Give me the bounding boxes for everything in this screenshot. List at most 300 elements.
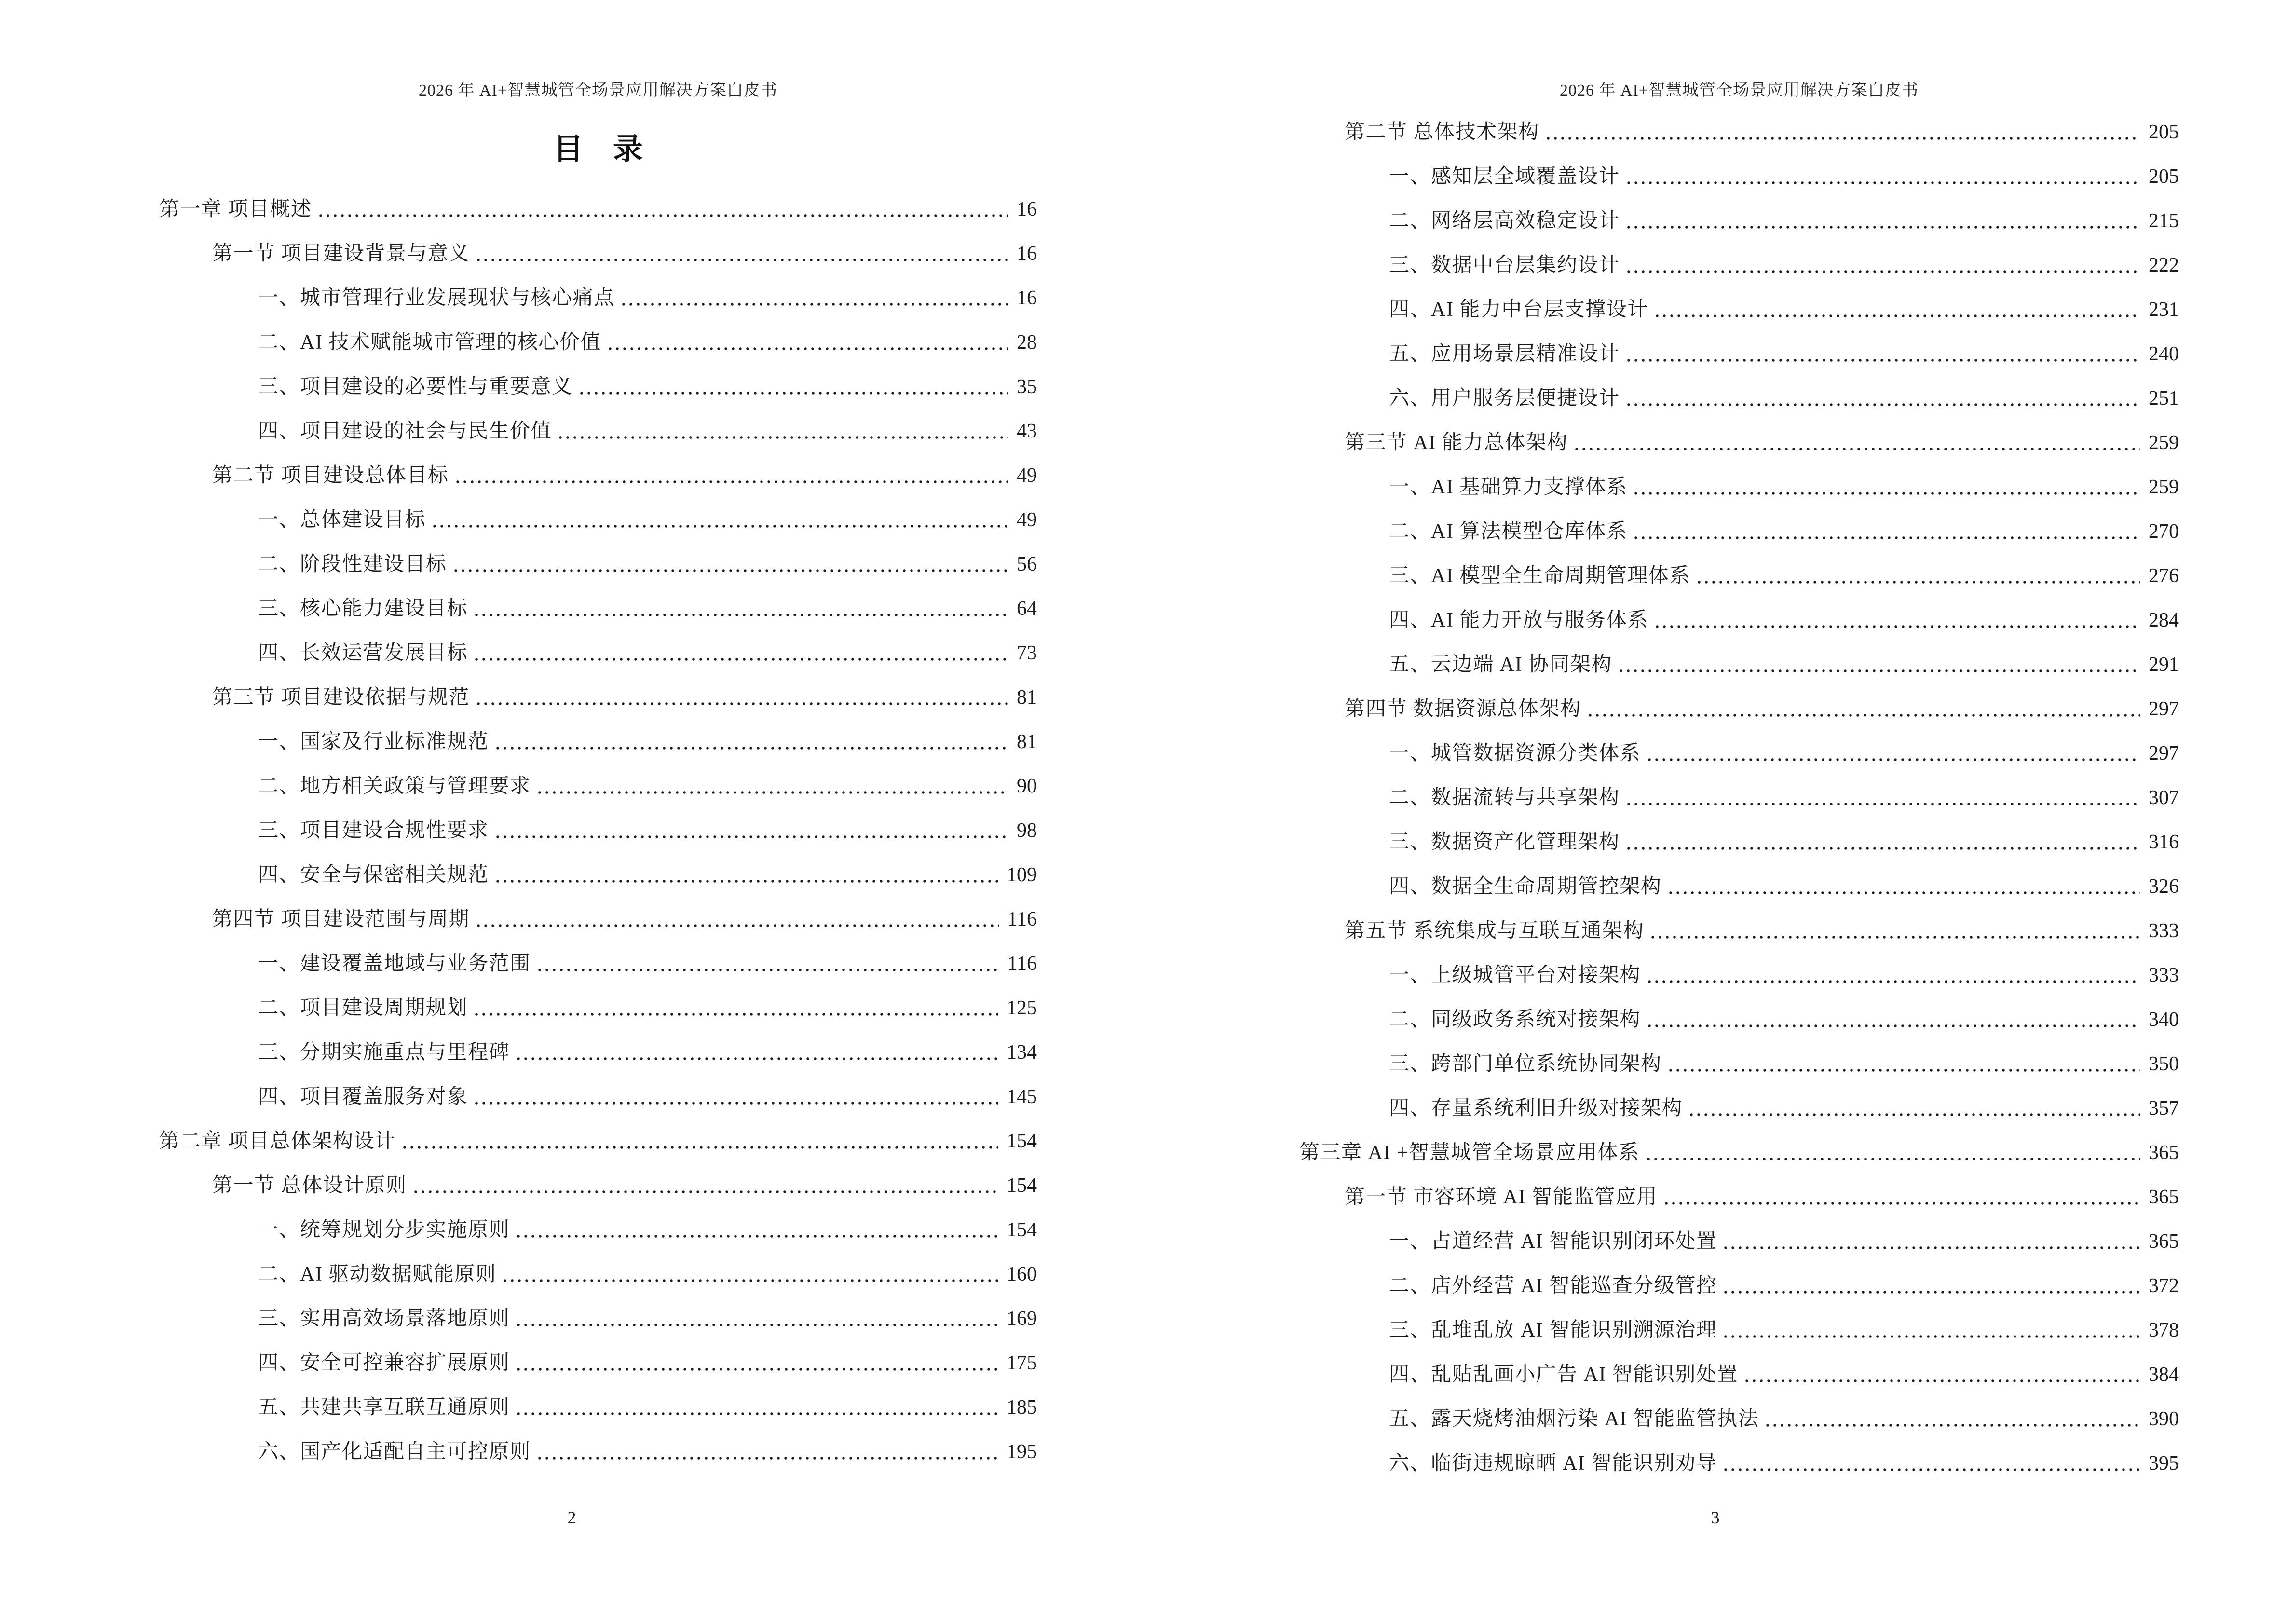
dot-leader: [1683, 1095, 2144, 1122]
toc-entry-title: 三、跨部门单位系统协同架构: [1389, 1053, 1662, 1075]
toc-entry-page-number: 307: [2149, 787, 2179, 809]
toc-entry-page-number: 154: [1007, 1130, 1037, 1152]
toc-entry-page-number: 28: [1017, 331, 1037, 354]
toc-entry-page-number: 35: [1017, 376, 1037, 398]
dot-leader: [407, 1172, 1002, 1199]
toc-entry-title: 二、数据流转与共享架构: [1389, 787, 1620, 809]
toc-entry-page-number: 270: [2149, 520, 2179, 543]
dot-leader: [1644, 917, 2144, 944]
toc-entry-page-number: 98: [1017, 819, 1037, 842]
toc-entry-line: [1389, 1095, 2179, 1122]
toc-entry: [1299, 119, 2179, 163]
toc-entry-page-number: 350: [2149, 1053, 2179, 1075]
toc-entry-title: 四、长效运营发展目标: [258, 642, 468, 664]
toc-entry-line: [258, 1438, 1037, 1465]
dot-leader: [489, 817, 1012, 844]
toc-entry-title: 三、项目建设的必要性与重要意义: [258, 376, 573, 398]
toc-entry-page-number: 357: [2149, 1097, 2179, 1119]
toc-entry: [159, 728, 1037, 773]
toc-entry-title: 一、总体建设目标: [258, 509, 426, 531]
toc-entry: [1299, 1450, 2179, 1494]
toc-entry: [159, 1305, 1037, 1350]
toc-entry-title: 二、AI 驱动数据赋能原则: [258, 1263, 497, 1285]
toc-entry-line: [258, 640, 1037, 667]
dot-leader: [1539, 119, 2144, 146]
toc-entry-line: [258, 950, 1037, 977]
toc-entry-page-number: 215: [2149, 210, 2179, 232]
dot-leader: [489, 728, 1012, 755]
dot-leader: [1620, 784, 2144, 811]
toc-entry-page-number: 16: [1017, 198, 1037, 220]
toc-entry-line: [1389, 1361, 2179, 1388]
toc-entry-page-number: 73: [1017, 642, 1037, 664]
toc-entry-line: [1389, 784, 2179, 811]
toc-entry-title: 二、网络层高效稳定设计: [1389, 210, 1620, 232]
toc-entry-page-number: 333: [2149, 964, 2179, 986]
dot-leader: [615, 285, 1012, 312]
toc-entry: [1299, 607, 2179, 651]
dot-leader: [312, 196, 1012, 223]
toc-entry-line: [1389, 1406, 2179, 1433]
toc-entry-title: 第二节 项目建设总体目标: [212, 464, 449, 487]
toc-entry: [1299, 873, 2179, 917]
toc-entry: [1299, 1184, 2179, 1228]
dot-leader: [1662, 873, 2144, 900]
toc-entry: [1299, 385, 2179, 429]
toc-entry-line: [1299, 1139, 2179, 1166]
toc-entry: [1299, 1051, 2179, 1095]
toc-entry-page-number: 284: [2149, 609, 2179, 631]
toc-entry-line: [1389, 252, 2179, 279]
dot-leader: [468, 995, 1002, 1022]
dot-leader: [510, 1350, 1002, 1377]
toc-entry: [1299, 917, 2179, 962]
toc-entry-line: [1345, 1184, 2179, 1211]
toc-entry: [159, 861, 1037, 906]
toc-entry-title: 一、城管数据资源分类体系: [1389, 742, 1641, 764]
toc-entry-page-number: 43: [1017, 420, 1037, 442]
toc-entry-page-number: 81: [1017, 686, 1037, 709]
toc-entry: [1299, 962, 2179, 1006]
toc-title: 目 录: [553, 133, 643, 166]
toc-entry: [1299, 474, 2179, 518]
toc-entry-title: 四、乱贴乱画小广告 AI 智能识别处置: [1389, 1364, 1738, 1386]
toc-entry: [159, 773, 1037, 817]
toc-entry-page-number: 316: [2149, 831, 2179, 853]
toc-entry-page-number: 390: [2149, 1408, 2179, 1430]
toc-entry: [159, 595, 1037, 640]
toc-entry-page-number: 326: [2149, 875, 2179, 898]
toc-entry-page-number: 154: [1007, 1219, 1037, 1241]
dot-leader: [470, 684, 1012, 711]
toc-entry-line: [258, 995, 1037, 1022]
toc-entry-line: [1389, 474, 2179, 501]
toc-entry-title: 三、AI 模型全生命周期管理体系: [1389, 565, 1690, 587]
toc-entry-page-number: 395: [2149, 1452, 2179, 1474]
toc-entry-line: [212, 462, 1037, 489]
dot-leader: [531, 950, 1003, 977]
dot-leader: [1620, 207, 2144, 234]
toc-entry-title: 五、共建共享互联互通原则: [258, 1396, 510, 1419]
toc-entry-title: 六、国产化适配自主可控原则: [258, 1441, 531, 1463]
toc-entry-title: 三、数据中台层集约设计: [1389, 254, 1620, 276]
toc-entry-title: 三、核心能力建设目标: [258, 598, 468, 620]
dot-leader: [449, 462, 1012, 489]
toc-entry-line: [1389, 1228, 2179, 1255]
toc-entry: [159, 285, 1037, 329]
toc-entry: [1299, 1361, 2179, 1406]
toc-entry: [1299, 207, 2179, 252]
toc-entry: [1299, 429, 2179, 474]
toc-entry-line: [1389, 651, 2179, 678]
page-number-footer-right: 3: [1711, 1508, 1720, 1527]
toc-entry-line: [258, 773, 1037, 800]
toc-entry-title: 第四节 项目建设范围与周期: [212, 908, 470, 930]
toc-entry-page-number: 154: [1007, 1174, 1037, 1197]
dot-leader: [510, 1305, 1002, 1332]
dot-leader: [1648, 607, 2144, 634]
toc-entry-page-number: 251: [2149, 387, 2179, 409]
toc-entry-title: 六、用户服务层便捷设计: [1389, 387, 1620, 409]
toc-entry-page-number: 49: [1017, 464, 1037, 487]
toc-entry: [159, 1261, 1037, 1305]
toc-entry-title: 三、项目建设合规性要求: [258, 819, 489, 842]
toc-entry-page-number: 16: [1017, 287, 1037, 309]
toc-entry-line: [258, 728, 1037, 755]
toc-entry-title: 第三章 AI +智慧城管全场景应用体系: [1299, 1142, 1640, 1164]
toc-entry-title: 第五节 系统集成与互联互通架构: [1345, 920, 1645, 942]
page-header: 2026 年 AI+智慧城管全场景应用解决方案白皮书: [418, 82, 778, 99]
toc-entry-title: 四、安全可控兼容扩展原则: [258, 1352, 510, 1374]
dot-leader: [531, 773, 1012, 800]
toc-entry-title: 四、项目建设的社会与民生价值: [258, 420, 552, 442]
toc-entry-page-number: 205: [2149, 165, 2179, 188]
toc-entry-title: 三、实用高效场景落地原则: [258, 1308, 510, 1330]
toc-entry-title: 二、同级政务系统对接架构: [1389, 1009, 1641, 1031]
toc-entry-title: 一、AI 基础算力支撑体系: [1389, 476, 1628, 498]
toc-entry-page-number: 160: [1007, 1263, 1037, 1285]
toc-entry-line: [1389, 1272, 2179, 1299]
toc-entry: [159, 995, 1037, 1039]
toc-entry-page-number: 116: [1007, 953, 1037, 975]
toc-entry: [1299, 518, 2179, 562]
toc-entry-title: 六、临街违规晾晒 AI 智能识别劝导: [1389, 1452, 1717, 1474]
toc-entry-line: [1389, 562, 2179, 589]
toc-entry-page-number: 340: [2149, 1009, 2179, 1031]
toc-entry-page-number: 259: [2149, 476, 2179, 498]
toc-entry-line: [1389, 1006, 2179, 1033]
toc-entry-page-number: 291: [2149, 654, 2179, 676]
toc-entry: [1299, 1272, 2179, 1317]
toc-entry: [159, 1216, 1037, 1261]
toc-entry-title: 二、AI 技术赋能城市管理的核心价值: [258, 331, 601, 354]
toc-entry-line: [258, 1305, 1037, 1332]
toc-entry-page-number: 109: [1007, 864, 1037, 886]
toc-entry-line: [1345, 429, 2179, 456]
toc-entry-title: 二、项目建设周期规划: [258, 997, 468, 1019]
dot-leader: [1759, 1406, 2144, 1433]
toc-entry-title: 三、乱堆乱放 AI 智能识别溯源治理: [1389, 1319, 1717, 1341]
toc-entry: [159, 506, 1037, 551]
toc-entry-title: 五、云边端 AI 协同架构: [1389, 654, 1612, 676]
toc-entry-title: 第一节 总体设计原则: [212, 1174, 407, 1197]
dot-leader: [468, 595, 1012, 622]
dot-leader: [1641, 962, 2144, 989]
dot-leader: [552, 418, 1012, 445]
toc-entry: [159, 1039, 1037, 1083]
dot-leader: [468, 640, 1012, 667]
toc-entry-page-number: 195: [1007, 1441, 1037, 1463]
toc-entry-line: [258, 1261, 1037, 1288]
toc-entry-title: 四、AI 能力中台层支撑设计: [1389, 299, 1648, 321]
toc-entry-page-number: 125: [1007, 997, 1037, 1019]
dot-leader: [531, 1438, 1002, 1465]
toc-entry-title: 三、分期实施重点与里程碑: [258, 1041, 510, 1064]
toc-entry-line: [1389, 163, 2179, 190]
toc-entry-line: [258, 285, 1037, 312]
toc-entry-page-number: 297: [2149, 742, 2179, 764]
toc-entry-page-number: 222: [2149, 254, 2179, 276]
toc-entry-title: 四、AI 能力开放与服务体系: [1389, 609, 1648, 631]
dot-leader: [396, 1128, 1002, 1155]
toc-entry-title: 二、阶段性建设目标: [258, 553, 447, 575]
toc-entry-page-number: 145: [1007, 1086, 1037, 1108]
dot-leader: [1662, 1051, 2144, 1078]
dot-leader: [601, 329, 1012, 356]
dot-leader: [470, 906, 1003, 933]
toc-entry-title: 一、建设覆盖地域与业务范围: [258, 953, 531, 975]
dot-leader: [489, 861, 1002, 888]
toc-entry: [1299, 784, 2179, 829]
toc-entries-right: [1299, 119, 2179, 1494]
toc-entry-page-number: 333: [2149, 920, 2179, 942]
dot-leader: [470, 240, 1012, 267]
toc-entry: [159, 1172, 1037, 1216]
toc-entry-page-number: 365: [2149, 1230, 2179, 1253]
dot-leader: [468, 1083, 1002, 1110]
toc-entry-line: [258, 373, 1037, 400]
toc-entry: [1299, 1317, 2179, 1361]
toc-entry-line: [1389, 385, 2179, 412]
toc-entry-line: [1389, 829, 2179, 856]
toc-entry-line: [1389, 1051, 2179, 1078]
toc-entry: [159, 1128, 1037, 1172]
toc-entry-line: [1389, 873, 2179, 900]
toc-entry: [159, 551, 1037, 595]
toc-entry-page-number: 56: [1017, 553, 1037, 575]
toc-entry-page-number: 240: [2149, 343, 2179, 365]
toc-entry: [1299, 740, 2179, 784]
dot-leader: [1717, 1228, 2144, 1255]
toc-entry-title: 四、存量系统利旧升级对接架构: [1389, 1097, 1683, 1119]
toc-entry: [1299, 1095, 2179, 1139]
toc-entry-page-number: 116: [1007, 908, 1037, 930]
toc-entry: [159, 684, 1037, 728]
toc-entry-page-number: 185: [1007, 1396, 1037, 1419]
toc-entry-line: [258, 817, 1037, 844]
toc-entry-line: [258, 861, 1037, 888]
toc-entry: [1299, 1228, 2179, 1272]
page-number-footer-left: 2: [567, 1508, 576, 1527]
toc-entry-line: [212, 240, 1037, 267]
toc-entry-line: [1389, 341, 2179, 368]
toc-entry-line: [1389, 607, 2179, 634]
toc-entry-line: [258, 1216, 1037, 1243]
toc-entry-line: [258, 506, 1037, 533]
dot-leader: [1648, 296, 2144, 323]
toc-entry-line: [258, 551, 1037, 578]
toc-entry-title: 第三节 AI 能力总体架构: [1345, 432, 1568, 454]
toc-entry-title: 一、国家及行业标准规范: [258, 731, 489, 753]
dot-leader: [1640, 1139, 2144, 1166]
toc-entry-title: 一、占道经营 AI 智能识别闭环处置: [1389, 1230, 1717, 1253]
toc-entry-page-number: 365: [2149, 1186, 2179, 1208]
toc-entry-page-number: 64: [1017, 598, 1037, 620]
dot-leader: [1620, 163, 2144, 190]
toc-entry-line: [1389, 740, 2179, 767]
toc-entry: [159, 1350, 1037, 1394]
toc-entry-title: 第一节 市容环境 AI 智能监管应用: [1345, 1186, 1658, 1208]
toc-entry-line: [1389, 518, 2179, 545]
toc-entry: [159, 906, 1037, 950]
toc-entry-title: 第一节 项目建设背景与意义: [212, 243, 470, 265]
toc-entry-line: [212, 906, 1037, 933]
toc-entry: [1299, 1139, 2179, 1184]
dot-leader: [1717, 1317, 2144, 1344]
toc-entry-page-number: 297: [2149, 698, 2179, 720]
toc-entry-line: [1389, 296, 2179, 323]
dot-leader: [1627, 474, 2144, 501]
toc-entry-line: [258, 1350, 1037, 1377]
toc-entry-line: [212, 684, 1037, 711]
dot-leader: [510, 1216, 1002, 1243]
dot-leader: [1568, 429, 2144, 456]
toc-entry-line: [159, 196, 1037, 223]
toc-entry-page-number: 16: [1017, 243, 1037, 265]
toc-entry-line: [258, 1083, 1037, 1110]
toc-entry-title: 第二节 总体技术架构: [1345, 121, 1539, 143]
toc-entry-line: [258, 418, 1037, 445]
toc-entry-title: 第四节 数据资源总体架构: [1345, 698, 1581, 720]
toc-entry-page-number: 81: [1017, 731, 1037, 753]
toc-entry-page-number: 205: [2149, 121, 2179, 143]
toc-entry: [159, 640, 1037, 684]
dot-leader: [573, 373, 1012, 400]
toc-entry-title: 一、上级城管平台对接架构: [1389, 964, 1641, 986]
toc-entry-line: [159, 1128, 1037, 1155]
toc-entry-page-number: 276: [2149, 565, 2179, 587]
toc-entry: [1299, 829, 2179, 873]
toc-entry-title: 第一章 项目概述: [159, 198, 312, 220]
toc-entry-line: [1345, 119, 2179, 146]
page-header: 2026 年 AI+智慧城管全场景应用解决方案白皮书: [1559, 82, 1919, 99]
toc-entry: [159, 1394, 1037, 1438]
toc-entry-title: 第三节 项目建设依据与规范: [212, 686, 470, 709]
toc-entry-line: [1345, 917, 2179, 944]
toc-entry-page-number: 365: [2149, 1142, 2179, 1164]
dot-leader: [1620, 252, 2144, 279]
toc-entry: [159, 950, 1037, 995]
dot-leader: [1658, 1184, 2144, 1211]
toc-entry-page-number: 372: [2149, 1275, 2179, 1297]
toc-entry-line: [1389, 962, 2179, 989]
toc-entry: [1299, 562, 2179, 607]
toc-entry-line: [258, 595, 1037, 622]
toc-entry-title: 五、应用场景层精准设计: [1389, 343, 1620, 365]
toc-entry-page-number: 49: [1017, 509, 1037, 531]
dot-leader: [510, 1394, 1002, 1421]
dot-leader: [1717, 1272, 2144, 1299]
toc-entry-title: 二、地方相关政策与管理要求: [258, 775, 531, 797]
toc-entry-title: 四、项目覆盖服务对象: [258, 1086, 468, 1108]
toc-entry: [1299, 1006, 2179, 1051]
toc-entry-line: [258, 1039, 1037, 1066]
dot-leader: [1620, 829, 2144, 856]
toc-entry: [159, 196, 1037, 240]
toc-entry-title: 四、安全与保密相关规范: [258, 864, 489, 886]
toc-entry: [1299, 296, 2179, 341]
toc-entry-line: [212, 1172, 1037, 1199]
toc-entry: [1299, 696, 2179, 740]
toc-entry-title: 一、城市管理行业发展现状与核心痛点: [258, 287, 615, 309]
toc-entry-line: [258, 329, 1037, 356]
toc-entry-page-number: 90: [1017, 775, 1037, 797]
toc-entry: [159, 1083, 1037, 1128]
toc-entry-page-number: 378: [2149, 1319, 2179, 1341]
dot-leader: [426, 506, 1012, 533]
toc-entry: [159, 240, 1037, 285]
toc-entry-page-number: 231: [2149, 299, 2179, 321]
toc-entry: [1299, 252, 2179, 296]
dot-leader: [1620, 341, 2144, 368]
toc-entry-title: 二、店外经营 AI 智能巡查分级管控: [1389, 1275, 1717, 1297]
toc-entry-title: 三、数据资产化管理架构: [1389, 831, 1620, 853]
toc-entry-title: 一、统筹规划分步实施原则: [258, 1219, 510, 1241]
toc-entry: [1299, 1406, 2179, 1450]
toc-entries-left: [159, 196, 1037, 1483]
toc-entry-page-number: 259: [2149, 432, 2179, 454]
dot-leader: [1620, 385, 2144, 412]
toc-entry-page-number: 384: [2149, 1364, 2179, 1386]
toc-entry-title: 二、AI 算法模型仓库体系: [1389, 520, 1628, 543]
toc-entry-title: 四、数据全生命周期管控架构: [1389, 875, 1662, 898]
toc-entry: [159, 817, 1037, 861]
toc-entry: [159, 373, 1037, 418]
toc-entry: [1299, 163, 2179, 207]
toc-entry: [159, 418, 1037, 462]
toc-entry-title: 一、感知层全域覆盖设计: [1389, 165, 1620, 188]
dot-leader: [447, 551, 1012, 578]
toc-entry-page-number: 169: [1007, 1308, 1037, 1330]
dot-leader: [1612, 651, 2144, 678]
toc-entry-page-number: 134: [1007, 1041, 1037, 1064]
toc-entry-title: 第二章 项目总体架构设计: [159, 1130, 396, 1152]
toc-entry-line: [1345, 696, 2179, 723]
toc-entry: [159, 329, 1037, 373]
dot-leader: [496, 1261, 1002, 1288]
dot-leader: [1690, 562, 2144, 589]
dot-leader: [1641, 740, 2144, 767]
toc-entry-line: [1389, 1317, 2179, 1344]
toc-entry: [1299, 651, 2179, 696]
toc-entry: [1299, 341, 2179, 385]
toc-entry-line: [1389, 207, 2179, 234]
toc-entry-line: [1389, 1450, 2179, 1477]
dot-leader: [1627, 518, 2144, 545]
dot-leader: [1738, 1361, 2144, 1388]
toc-entry-title: 五、露天烧烤油烟污染 AI 智能监管执法: [1389, 1408, 1759, 1430]
dot-leader: [1641, 1006, 2144, 1033]
